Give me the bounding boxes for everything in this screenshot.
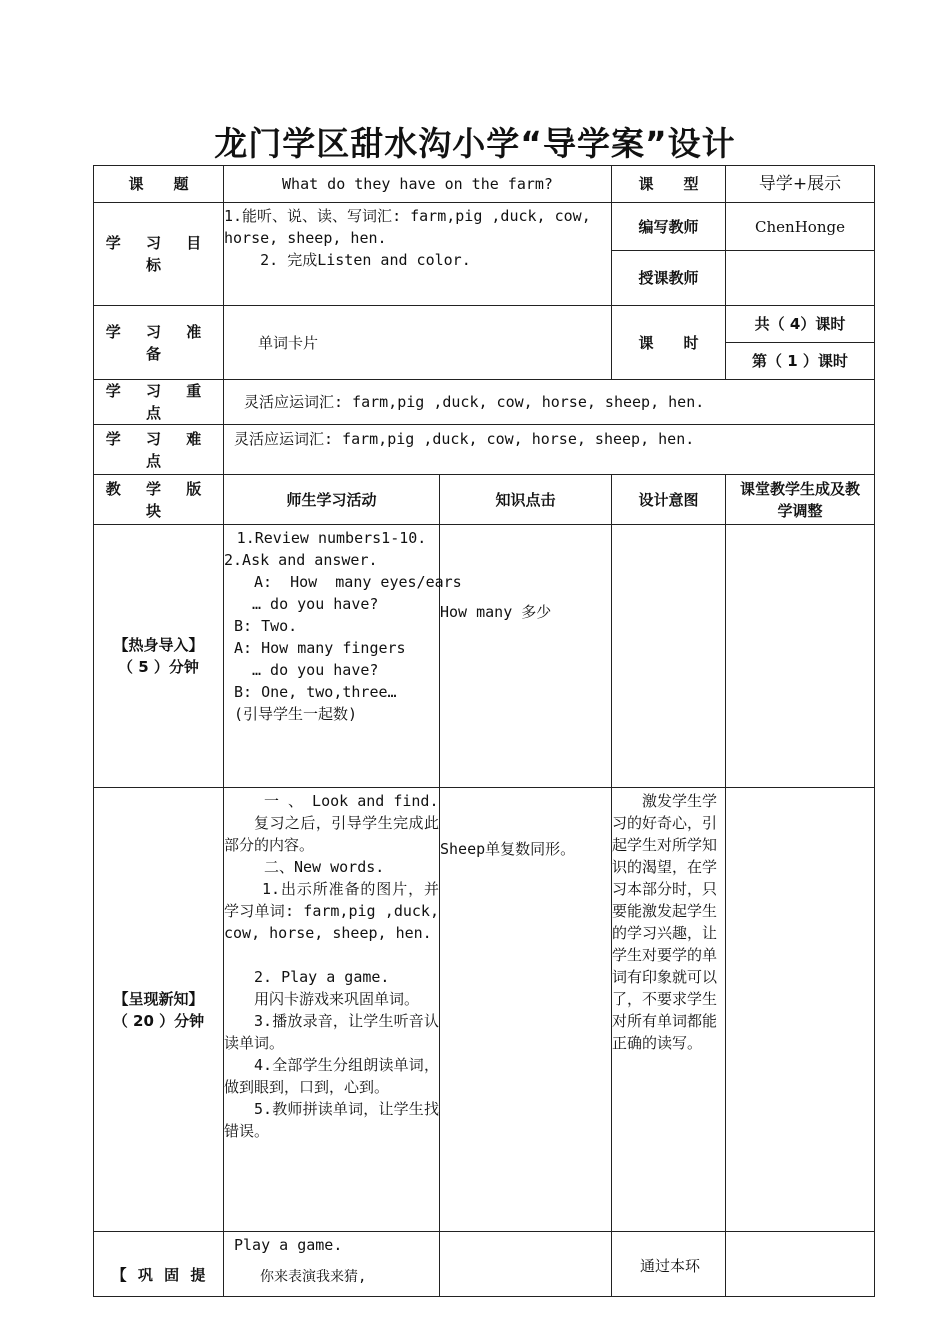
hours-current: 第（ 1 ）课时 xyxy=(726,343,875,380)
activity-line: Play a game. xyxy=(234,1236,343,1254)
intent-cell: 激发学生学习的好奇心，引起学生对所学知识的渴望，在学习本部分时，只要能激发起学生的学习兴趣，让学生对要学的单词有印象就可以了，不要求学生对所有单词都能正确的读写。 xyxy=(612,788,726,1232)
teacher-label: 授课教师 xyxy=(612,251,726,306)
adjust-cell xyxy=(726,1232,875,1297)
table-row xyxy=(94,525,875,788)
author-value: ChenHonge xyxy=(726,203,875,251)
column-header: 设计意图 xyxy=(612,475,726,525)
activity-line: 1.出示所准备的图片，并学习单词: farm,pig ,duck, cow, horse, sheep, hen. xyxy=(224,880,439,942)
type-value: 导学+展示 xyxy=(726,166,875,203)
stage-label: 【呈现新知】 （ 20 ）分钟 xyxy=(94,788,224,1232)
table-row xyxy=(94,788,875,1232)
activity-line: (引导学生一起数) xyxy=(234,705,358,723)
activity-line: 2.Ask and answer. xyxy=(224,551,378,569)
activity-line: … do you have? xyxy=(252,595,379,613)
adjust-cell xyxy=(726,525,875,788)
intent-cell xyxy=(612,525,726,788)
difficult-label: 学 习 难 点 xyxy=(94,425,224,475)
adjust-cell xyxy=(726,788,875,1232)
activity-line: 4.全部学生分组朗读单词，做到眼到，口到，心到。 xyxy=(224,1056,439,1096)
activity-line: 一 、 Look and find. xyxy=(264,792,439,810)
prep-label: 学 习 准 备 xyxy=(94,306,224,380)
intent-cell: 通过本环 xyxy=(612,1232,726,1297)
page-title: 龙门学区甜水沟小学“导学案”设计 xyxy=(214,124,736,163)
teacher-value xyxy=(726,251,875,306)
column-header: 师生学习活动 xyxy=(224,475,440,525)
column-header: 课堂教学生成及教学调整 xyxy=(726,475,875,525)
activity-line: A: How many eyes/ears xyxy=(254,573,462,591)
activities-cell xyxy=(224,1232,440,1297)
column-header: 教 学 版 块 xyxy=(94,475,224,525)
stage-label: 【热身导入】 （ 5 ）分钟 xyxy=(94,525,224,788)
activities-cell xyxy=(224,788,440,1232)
activity-line: … do you have? xyxy=(252,661,379,679)
hours-total: 共（ 4）课时 xyxy=(726,306,875,343)
knowledge-cell: Sheep单复数同形。 xyxy=(440,788,612,1232)
activity-line: 2. Play a game. xyxy=(254,968,390,986)
objectives-label: 学 习 目 标 xyxy=(94,203,224,306)
stage-label: 【 巩 固 提 xyxy=(94,1232,224,1297)
knowledge-cell xyxy=(440,1232,612,1297)
table-row xyxy=(94,1232,875,1297)
activity-line: 复习之后，引导学生完成此部分的内容。 xyxy=(224,814,439,854)
activity-line: 3.播放录音，让学生听音认读单词。 xyxy=(224,1012,439,1052)
activity-line: A: How many fingers xyxy=(234,639,406,657)
hours-label: 课 时 xyxy=(612,306,726,380)
key-label: 学 习 重 点 xyxy=(94,380,224,425)
author-label: 编写教师 xyxy=(612,203,726,251)
activity-line: B: One, two,three… xyxy=(234,683,397,701)
knowledge-cell: How many 多少 xyxy=(440,525,612,788)
topic-row xyxy=(94,166,875,203)
type-label: 课 型 xyxy=(612,166,726,203)
key-value: 灵活应运词汇: farm,pig ,duck, cow, horse, sheep, hen. xyxy=(224,380,875,425)
difficult-value: 灵活应运词汇: farm,pig ,duck, cow, horse, sheep, hen. xyxy=(224,425,875,475)
activity-line: 用闪卡游戏来巩固单词。 xyxy=(254,990,420,1008)
prep-value: 单词卡片 xyxy=(224,306,612,380)
objective-line: 1.能听、说、读、写词汇: farm,pig ,duck, cow, horse, sheep, hen. xyxy=(224,207,591,247)
activity-line: 1.Review numbers1-10. xyxy=(236,529,427,547)
objectives-text xyxy=(224,203,612,306)
activity-line: 你来表演我来猜, xyxy=(260,1269,367,1285)
activity-line: 5.教师拼读单词，让学生找错误。 xyxy=(224,1100,439,1140)
column-header: 知识点击 xyxy=(440,475,612,525)
lesson-plan-table xyxy=(93,165,875,1297)
activities-cell xyxy=(224,525,462,788)
objective-line: 2. 完成Listen and color. xyxy=(224,251,471,269)
topic-label: 课 题 xyxy=(94,166,224,203)
column-header-row xyxy=(94,475,875,525)
activity-line: B: Two. xyxy=(234,617,298,635)
topic-value: What do they have on the farm? xyxy=(224,166,612,203)
activity-line: 二、New words. xyxy=(264,858,385,876)
